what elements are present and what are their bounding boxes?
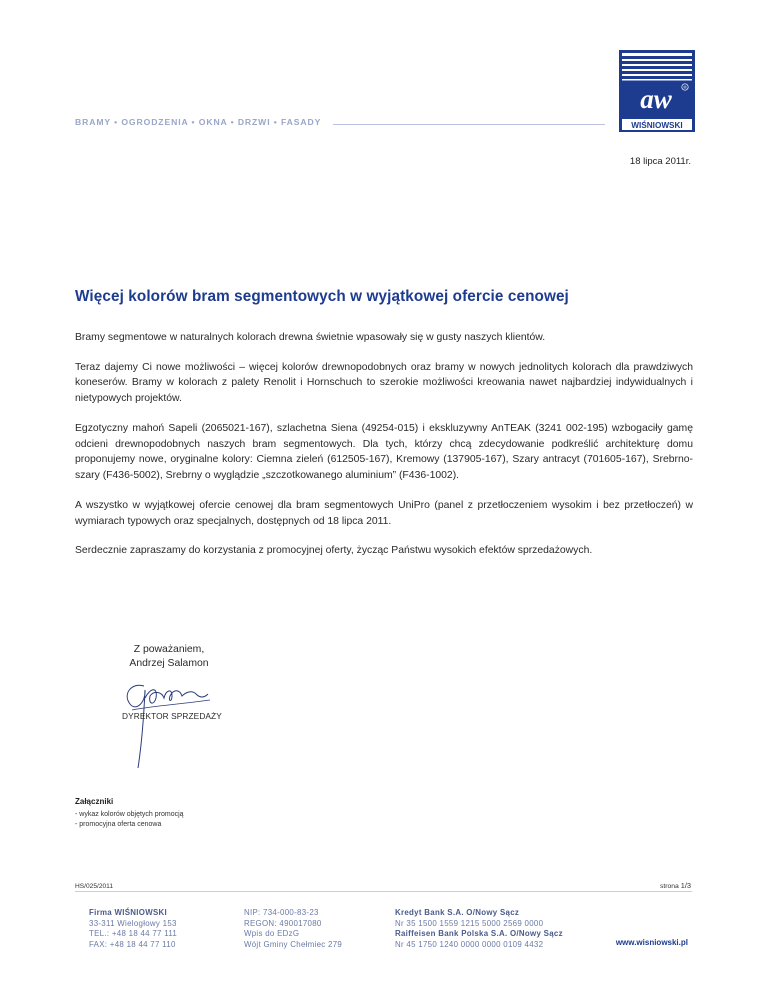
- footer-line: Wójt Gminy Chełmiec 279: [244, 939, 343, 949]
- footer-line: Raiffeisen Bank Polska S.A. O/Nowy Sącz: [395, 929, 563, 939]
- handwritten-signature: [112, 672, 216, 772]
- footer-registration-info: [244, 908, 342, 950]
- footer-company-info: [89, 908, 177, 950]
- page-number: [660, 881, 691, 890]
- signatory-role: DYREKTOR SPRZEDAŻY: [122, 711, 222, 721]
- footer-line: Nr 45 1750 1240 0000 0000 0109 4432: [395, 939, 544, 949]
- closing-greeting: Z poważaniem,: [133, 644, 205, 655]
- footer-line: Wpis do EDzG: [244, 929, 300, 939]
- footer-divider: [75, 891, 692, 892]
- paragraph: Serdecznie zapraszamy do korzystania z promocyjnej oferty, życząc Państwu wysokich efektów sprzedażowych.: [75, 545, 593, 557]
- footer-bank-info: [395, 908, 563, 950]
- footer-line: Kredyt Bank S.A. O/Nowy Sącz: [395, 908, 520, 917]
- wisniowski-logo: [619, 50, 695, 132]
- letter-body: [75, 330, 693, 573]
- signatory-name: Andrzej Salamon: [129, 658, 209, 669]
- header-divider: [333, 124, 605, 125]
- footer-line: TEL.: +48 18 44 77 111: [89, 929, 178, 939]
- paragraph: Egzotyczny mahoń Sapeli (2065021-167), szlachetna Siena (49254-015) i ekskluzywny AnTEAK (3241 002-195) wzbogaciły gamę odcieni drewnopodobnych naszych bram segmentowych. Dla tych, którzy chcą zdecydowanie podkreślić architekturę domu proponujemy nowe, oryginalne kolory: Ciemna zieleń (612505-167), Kremowy (137905-167), Szary antracyt (701605-167), Srebrno-szary (F436-5002), Srebrny o wyglądzie „szczotkowanego aluminium” (F436-1002).: [75, 422, 693, 482]
- website-link[interactable]: www.wisniowski.pl: [615, 938, 688, 947]
- footer-line: 33-311 Wielogłowy 153: [89, 918, 177, 928]
- footer-line: Firma WIŚNIOWSKI: [89, 908, 168, 917]
- logo-name: WIŚNIOWSKI: [631, 121, 683, 130]
- company-tagline: BRAMY • OGRODZENIA • OKNA • DRZWI • FASADY: [75, 117, 322, 127]
- letter-title: Więcej kolorów bram segmentowych w wyjątkowej ofercie cenowej: [75, 288, 569, 305]
- attachments-title: Załączniki: [75, 797, 114, 806]
- footer-line: NIP: 734-000-83-23: [244, 908, 319, 917]
- registered-mark: ®: [683, 85, 687, 90]
- attachment-item: - wykaz kolorów objętych promocją: [75, 811, 184, 818]
- paragraph: Teraz dajemy Ci nowe możliwości – więcej kolorów drewnopodobnych oraz bramy w nowych jednolitych kolorach dla prawdziwych koneserów. Bramy w kolorach z palety Renolit i Hornschuch to szerokie możliwości kreowania nawet najbardziej indywidualnych i nietypowych projektów.: [75, 361, 693, 405]
- footer-line: REGON: 490017080: [244, 918, 322, 928]
- closing-block: [104, 643, 234, 671]
- attachment-item: - promocyjna oferta cenowa: [75, 821, 162, 828]
- footer-line: FAX: +48 18 44 77 110: [89, 939, 176, 949]
- footer-line: Nr 35 1500 1559 1215 5000 2569 0000: [395, 918, 544, 928]
- paragraph: Bramy segmentowe w naturalnych kolorach drewna świetnie wpasowały się w gusty naszych klientów.: [75, 332, 546, 343]
- page-value: 1/3: [680, 881, 691, 890]
- page-prefix: strona: [659, 883, 679, 890]
- letter-date: 18 lipca 2011r.: [629, 156, 691, 167]
- logo-mark: aw: [640, 84, 672, 114]
- document-reference: HS/025/2011: [75, 883, 114, 890]
- paragraph: A wszystko w wyjątkowej ofercie cenowej dla bram segmentowych UniPro (panel z przetłoczeniem wysokim i bez przetłoczeń) w wymiarach typowych oraz specjalnych, dostępnych od 18 lipca 2011.: [75, 499, 693, 527]
